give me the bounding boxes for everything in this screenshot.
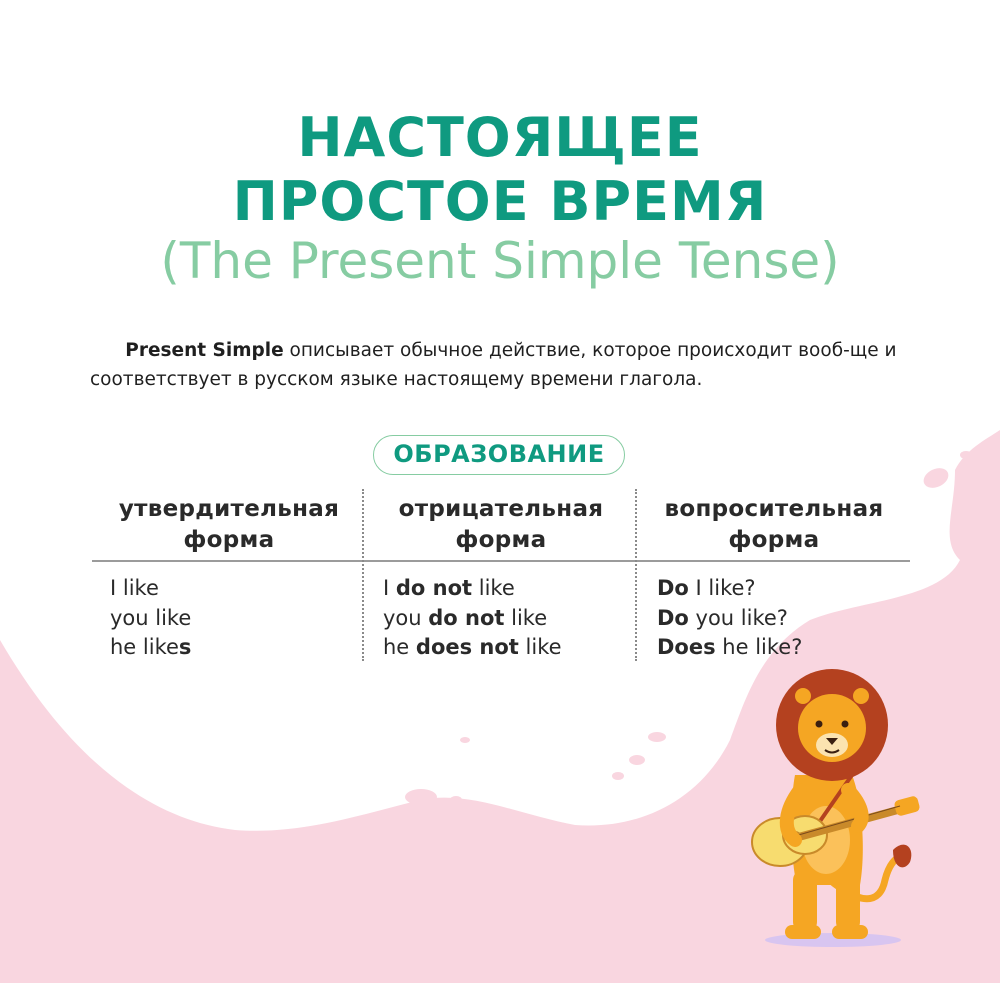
example-part: he xyxy=(383,635,416,659)
heading-line-1: утвердительная xyxy=(118,496,340,522)
example-part: he like? xyxy=(715,635,803,659)
example-rows xyxy=(638,574,910,663)
example-line xyxy=(383,574,637,604)
example-line xyxy=(657,574,910,604)
example-line xyxy=(110,574,363,604)
example-part: you like xyxy=(110,605,192,630)
heading-line-2: форма xyxy=(183,527,275,553)
column-heading xyxy=(95,494,363,556)
section-label: ОБРАЗОВАНИЕ xyxy=(373,435,625,475)
example-bold-part: Do xyxy=(657,605,689,630)
title-english: (The Present Simple Tense) xyxy=(160,232,840,290)
column-interrogative xyxy=(638,494,910,663)
example-bold-part: does not xyxy=(415,635,519,659)
heading-line-1: вопросительная xyxy=(664,496,884,522)
example-part: like xyxy=(504,605,548,630)
title-line-2: ПРОСТОЕ ВРЕМЯ xyxy=(232,170,768,233)
heading-line-2: форма xyxy=(728,527,820,553)
example-line xyxy=(110,604,363,634)
example-bold-part: do not xyxy=(395,576,473,600)
example-line xyxy=(657,633,910,663)
column-affirmative xyxy=(95,494,363,663)
heading-line-2: форма xyxy=(455,527,547,553)
title-line-1: НАСТОЯЩЕЕ xyxy=(297,106,703,169)
example-bold-part: Do xyxy=(657,576,689,600)
example-part: he like xyxy=(110,635,179,659)
example-part: I like? xyxy=(688,576,756,600)
example-part: like xyxy=(472,576,515,600)
column-negative xyxy=(365,494,637,663)
example-rows xyxy=(365,574,637,663)
column-heading xyxy=(365,494,637,556)
example-line xyxy=(657,604,910,634)
example-part: you like? xyxy=(688,605,788,630)
heading-line-1: отрицательная xyxy=(398,496,604,522)
example-line xyxy=(110,633,363,663)
example-line xyxy=(383,604,637,634)
intro-paragraph xyxy=(90,336,920,394)
example-bold-part: do not xyxy=(428,605,505,630)
example-bold-part: Does xyxy=(657,635,716,659)
example-line xyxy=(383,633,637,663)
column-heading xyxy=(638,494,910,556)
example-part: I xyxy=(383,576,396,600)
intro-lead: Present Simple xyxy=(125,339,284,361)
example-part: like xyxy=(518,635,562,659)
example-part: you xyxy=(383,605,429,630)
example-bold-part: s xyxy=(178,635,192,659)
intro-text: описывает обычное действие, которое происходит вооб-ще и соответствует в русском языке настоящему времени глагола. xyxy=(90,339,897,390)
example-part: I like xyxy=(110,576,159,600)
example-rows xyxy=(95,574,363,663)
